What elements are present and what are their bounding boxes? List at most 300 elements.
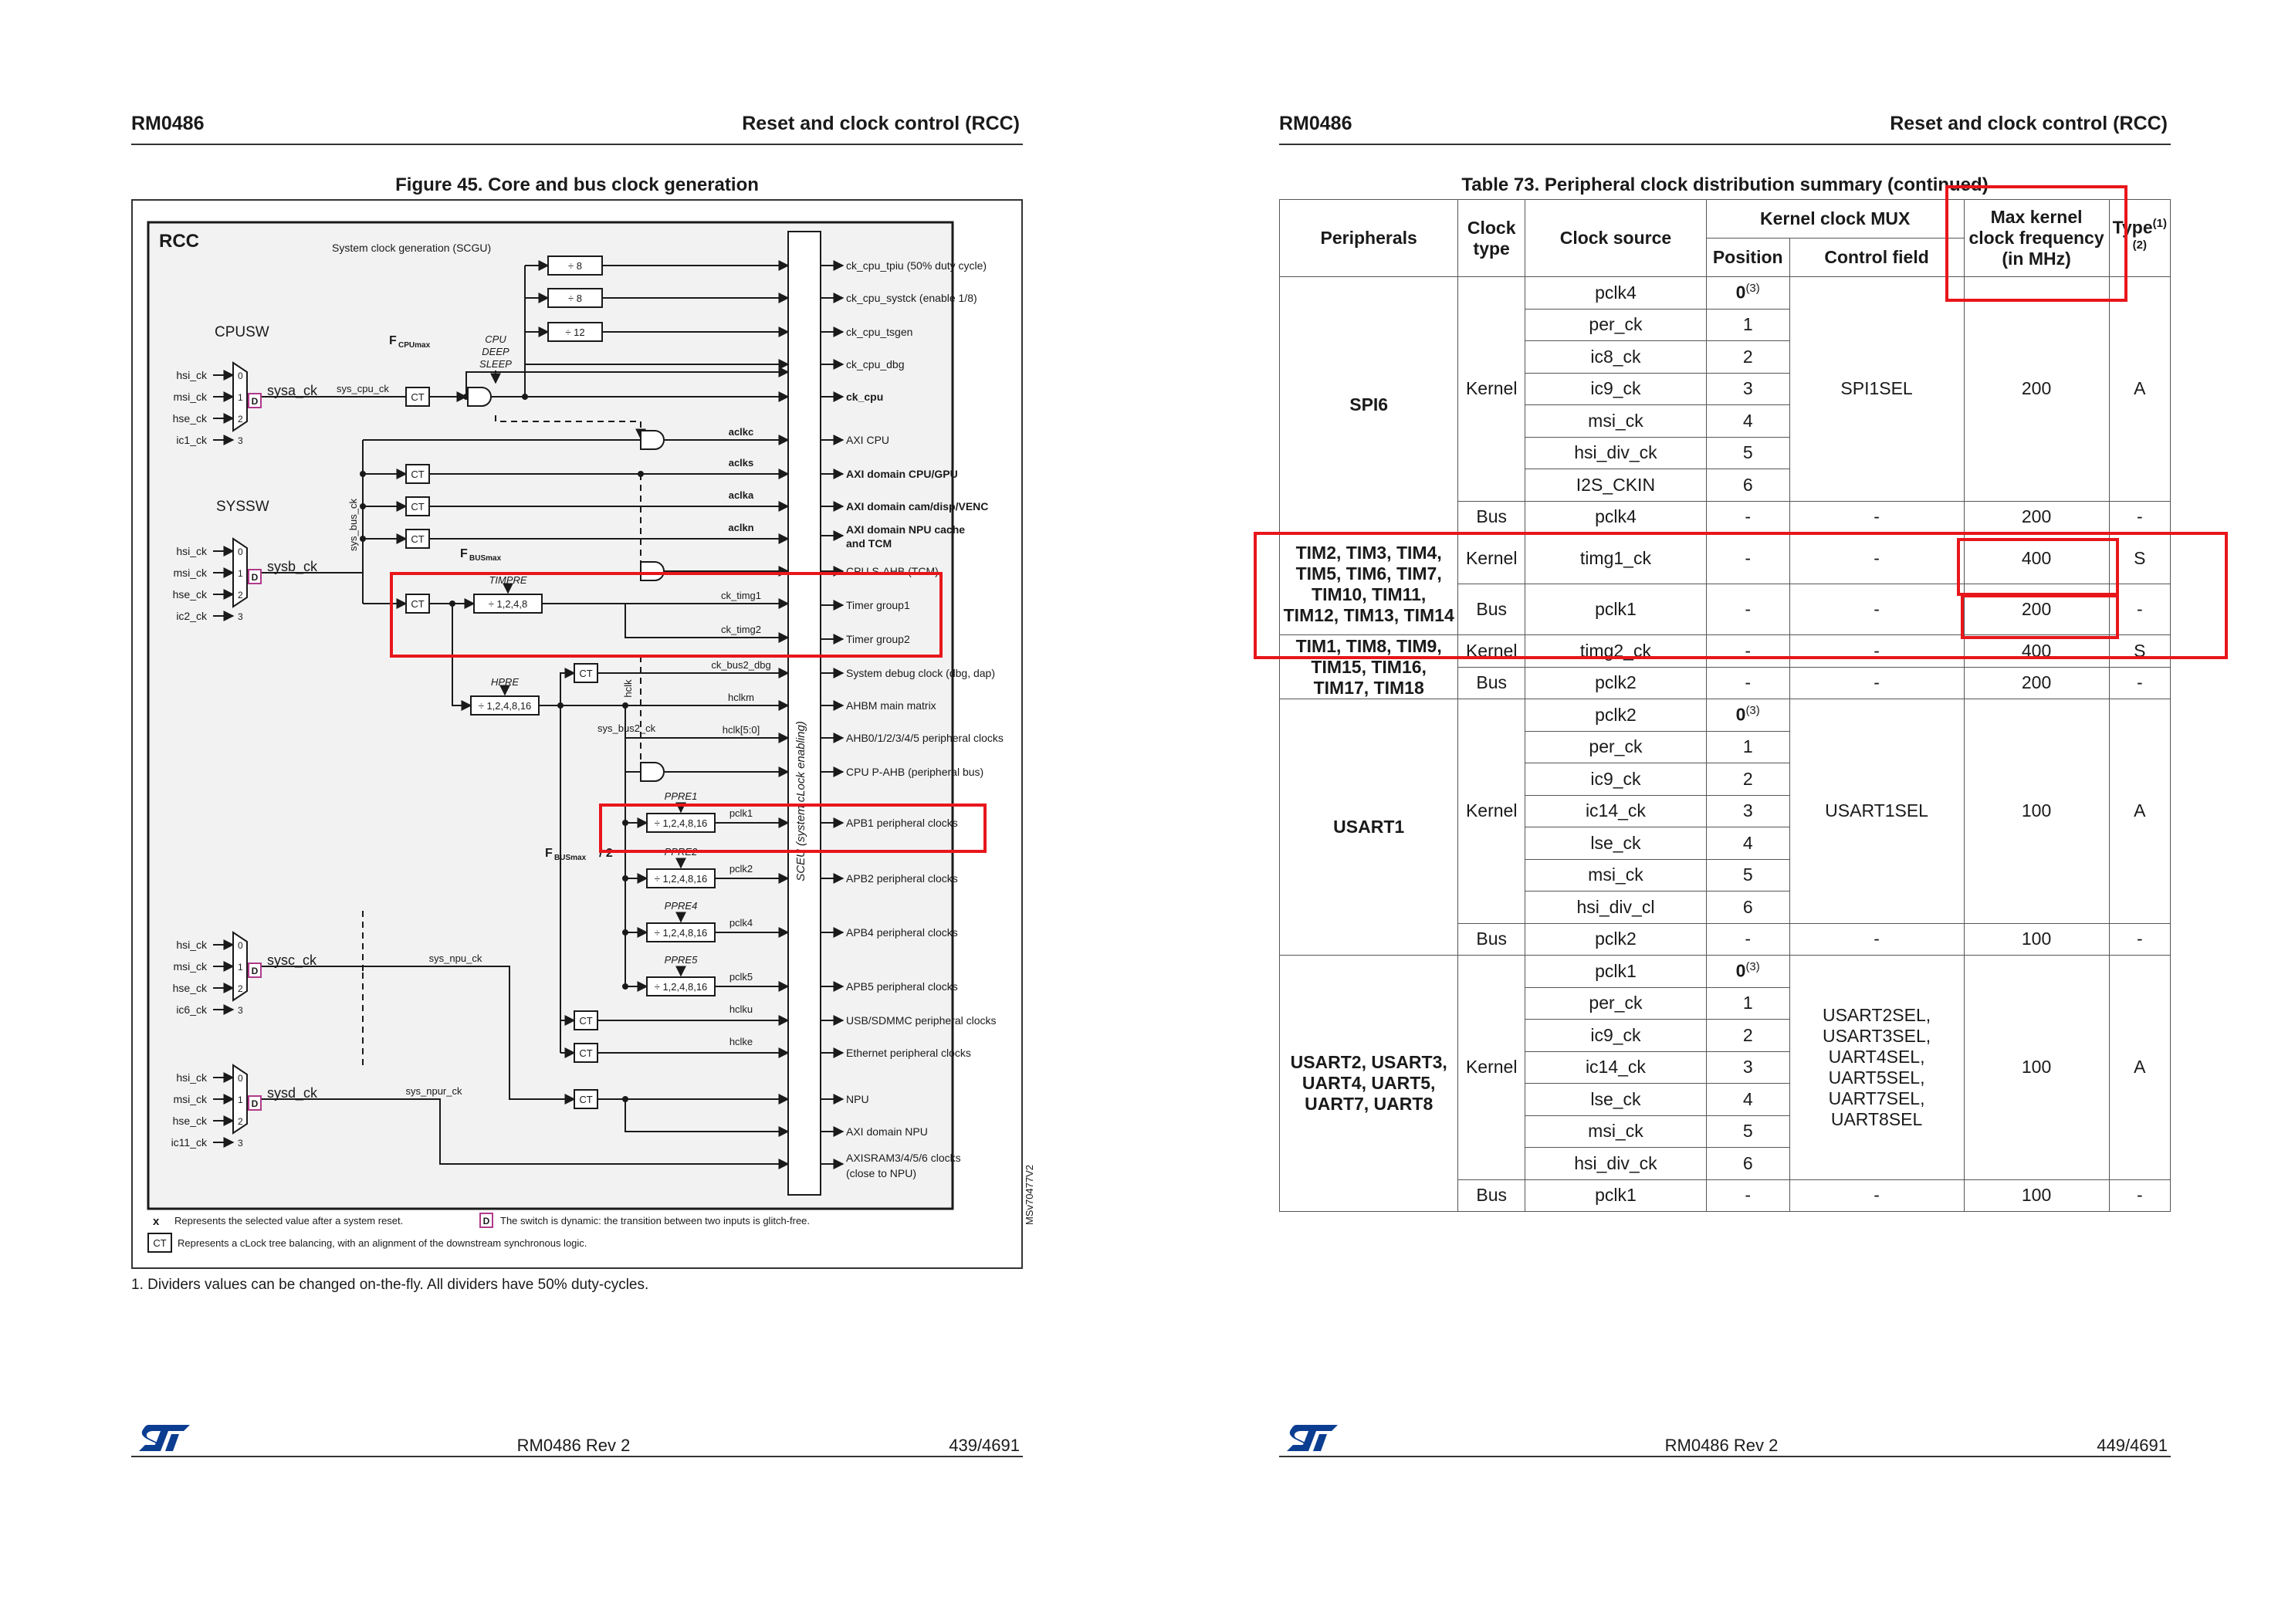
control-field: USART2SEL, USART3SEL, UART4SEL, UART5SEL, UART7SEL, UART8SEL (1789, 956, 1964, 1180)
legend-d-symbol: D (482, 1216, 490, 1226)
mux-position (1706, 469, 1789, 502)
mux-position (1706, 309, 1789, 341)
clock-diagram (131, 199, 1035, 1269)
clock-gate-icon (641, 763, 664, 781)
mux-position-value: 6 (1742, 1152, 1753, 1173)
ct-hclk-label: CT (579, 1015, 593, 1027)
mux-position (1706, 1084, 1789, 1116)
output-label: AXI CPU (846, 434, 890, 446)
ct-dbg-label: CT (579, 668, 593, 679)
clock-source: msi_ck (1525, 405, 1707, 438)
mux-input-label: hse_ck (172, 982, 207, 994)
legend-x-text: Represents the selected value after a system reset. (174, 1215, 404, 1226)
output-label: ck_cpu (846, 391, 884, 403)
ct-cpu-label: CT (411, 391, 425, 403)
right-page (1148, 0, 2295, 1624)
col-max-freq: Max kernel clock frequency (in MHz) (1964, 200, 2109, 277)
highlight-timer-groups (390, 572, 943, 658)
mux-input-number: 2 (238, 590, 243, 601)
div-ppre1-label: ÷ 1,2,4,8,16 (654, 817, 708, 829)
bus-ptype: - (2109, 584, 2170, 635)
peripheral-clock-table (1279, 199, 2171, 1212)
div-systck-label: ÷ 8 (568, 293, 582, 304)
bus-position: - (1706, 1179, 1789, 1212)
output-label: ck_cpu_systck (enable 1/8) (846, 292, 977, 304)
output-label: ck_cpu_dbg (846, 358, 905, 370)
mux-position (1706, 859, 1789, 892)
ppre5-label: PPRE5 (664, 954, 698, 966)
rcc-block (148, 222, 953, 1209)
mux-input-label: hsi_ck (176, 1071, 207, 1084)
sysb-label: sysb_ck (267, 559, 318, 574)
mux-position-value: 2 (1742, 346, 1753, 367)
bus-ptype: - (2109, 501, 2170, 533)
junction-dot (622, 983, 628, 990)
output-label: APB1 peripheral clocks (846, 817, 958, 829)
pclk-label: pclk1 (729, 807, 753, 819)
junction-dot (622, 875, 628, 881)
bus-source: pclk1 (1525, 1179, 1707, 1212)
aclk-label: aclks (728, 457, 754, 469)
bus-type: Bus (1458, 667, 1525, 699)
mux-position-value: 3 (1742, 378, 1753, 399)
junction-dot (360, 536, 366, 542)
clock-source: ic14_ck (1525, 1051, 1707, 1084)
f-bus2-tail: / 2 (599, 847, 613, 860)
clock-source: lse_ck (1525, 827, 1707, 860)
f-bus-label: F (460, 547, 468, 560)
dynamic-switch-label: D (251, 1098, 259, 1109)
aclk-label: aclkn (728, 522, 754, 533)
bus-source: pclk1 (1525, 584, 1707, 635)
section-title: Reset and clock control (RCC) (742, 113, 1020, 134)
doc-id: RM0486 (1279, 113, 1352, 134)
output-label: ck_cpu_tsgen (846, 326, 913, 338)
output-label: CPU P-AHB (peripheral bus) (846, 766, 984, 778)
hclk-bus-label: hclk[5:0] (722, 724, 760, 736)
output-label: and TCM (846, 537, 892, 550)
mux-position-value: 3 (1742, 800, 1753, 821)
output-label: Ethernet peripheral clocks (846, 1047, 971, 1059)
mux-position-value: 2 (1742, 1024, 1753, 1045)
bus-control: - (1789, 584, 1964, 635)
junction-dot (622, 1096, 628, 1102)
bus-ptype: - (2109, 667, 2170, 699)
output-label: System debug clock (dbg, dap) (846, 667, 995, 679)
bus-position: - (1706, 501, 1789, 533)
mux-input-number: 1 (238, 962, 243, 973)
sceu-bar (788, 232, 821, 1195)
div-hpre-label: ÷ 1,2,4,8,16 (478, 700, 532, 712)
clock-source: pclk4 (1525, 277, 1707, 310)
mux-input-label: hse_ck (172, 1115, 207, 1127)
highlight-max-freq-header (1945, 185, 2127, 302)
mux-position-value: 1 (1742, 314, 1753, 335)
left-page (0, 0, 1147, 1624)
clock-source: per_ck (1525, 731, 1707, 763)
clock-source: pclk1 (1525, 956, 1707, 988)
clock-source: timg2_ck (1525, 635, 1707, 668)
footnote-mark: (3) (1745, 960, 1760, 974)
div-ppre2-label: ÷ 1,2,4,8,16 (654, 873, 708, 885)
mux-input-number: 1 (238, 392, 243, 403)
deep-sleep-label: SLEEP (479, 358, 512, 370)
mux-position-value: 4 (1742, 832, 1753, 853)
output-label: AXISRAM3/4/5/6 clocks (846, 1152, 961, 1164)
mux-input-label: msi_ck (173, 960, 207, 973)
dynamic-switch-label: D (251, 396, 259, 407)
bus-freq: 200 (1964, 501, 2109, 533)
mux-input-number: 3 (238, 1005, 243, 1016)
mux-input-label: hsi_ck (176, 369, 207, 381)
highlight-freq-200 (1961, 594, 2119, 639)
mux-position (1706, 277, 1789, 310)
mux-position-value: 0 (1735, 961, 1746, 982)
periph-type: A (2109, 699, 2170, 924)
bus-position: - (1706, 584, 1789, 635)
f-bus-sub: BUSmax (469, 554, 502, 563)
ppre2-label: PPRE2 (664, 846, 698, 858)
mux-input-label: ic2_ck (176, 610, 207, 622)
div-tsgen-label: ÷ 12 (565, 326, 585, 338)
timg1-label: ck_timg1 (720, 590, 762, 601)
bus-type: Bus (1458, 923, 1525, 956)
mux-position-value: 5 (1742, 864, 1753, 885)
junction-dot (622, 702, 628, 709)
ppre1-label: PPRE1 (664, 790, 698, 802)
bus-source: pclk2 (1525, 923, 1707, 956)
bus-freq: 100 (1964, 1179, 2109, 1212)
output-label: ck_cpu_tpiu (50% duty cycle) (846, 259, 987, 272)
output-label: AXI domain cam/disp/VENC (846, 500, 989, 513)
bus-ptype: - (2109, 923, 2170, 956)
f-cpu-label: F (389, 334, 397, 347)
bus-ptype: - (2109, 1179, 2170, 1212)
sys-bus-label: sys_bus_ck (347, 499, 359, 551)
mux-position-value: 4 (1742, 1088, 1753, 1109)
clock-source: per_ck (1525, 309, 1707, 341)
mux-input-label: hsi_ck (176, 939, 207, 951)
mux-input-label: hse_ck (172, 588, 207, 601)
col-clock-source: Clock source (1525, 200, 1707, 277)
mux-input-number: 0 (238, 1073, 243, 1084)
highlight-apb1 (599, 804, 987, 853)
mux-position (1706, 699, 1789, 732)
max-freq: 400 (1964, 533, 2109, 584)
div-timpre-label: ÷ 1,2,4,8 (488, 598, 528, 610)
output-label: AHBM main matrix (846, 699, 936, 712)
control-field: USART1SEL (1789, 699, 1964, 924)
periph-type: A (2109, 956, 2170, 1180)
timpre-label: TIMPRE (489, 574, 527, 586)
ct-npu-label: CT (579, 1094, 593, 1105)
mux-position (1706, 892, 1789, 924)
mux-position-value: 1 (1742, 993, 1753, 1013)
mux-input-label: hsi_ck (176, 545, 207, 557)
mux-position (1706, 827, 1789, 860)
hpre-label: HPRE (490, 676, 520, 688)
peripheral-name: TIM2, TIM3, TIM4, TIM5, TIM6, TIM7, TIM10, TIM11, TIM12, TIM13, TIM14 (1280, 533, 1458, 635)
sys-cpu-label: sys_cpu_ck (337, 383, 389, 394)
peripheral-name: SPI6 (1280, 277, 1458, 533)
output-label: AXI domain CPU/GPU (846, 468, 958, 480)
junction-dot (622, 929, 628, 935)
col-position: Position (1706, 239, 1789, 277)
div-ppre5-label: ÷ 1,2,4,8,16 (654, 981, 708, 993)
bus-control: - (1789, 923, 1964, 956)
clock-type-kernel: Kernel (1458, 277, 1525, 502)
clock-source: hsi_div_ck (1525, 437, 1707, 469)
mux-position (1706, 795, 1789, 827)
clock-source: hsi_div_ck (1525, 1148, 1707, 1180)
footer-revision: RM0486 Rev 2 (1664, 1436, 1779, 1455)
footer-revision: RM0486 Rev 2 (516, 1436, 631, 1455)
mux-input-number: 0 (238, 370, 243, 381)
clock-source: ic14_ck (1525, 795, 1707, 827)
legend-ct-text: Represents a cLock tree balancing, with an alignment of the downstream synchronous logic. (178, 1237, 587, 1249)
mux-position-value: 5 (1742, 1121, 1753, 1142)
bus-control: - (1789, 667, 1964, 699)
aclk-label: aclka (728, 489, 754, 501)
ct-aclk-label: CT (411, 533, 425, 545)
hclk-out-label: hclku (729, 1003, 753, 1015)
mux-input-label: msi_ck (173, 567, 207, 579)
mux-input-number: 2 (238, 414, 243, 425)
sysa-label: sysa_ck (267, 383, 318, 398)
output-label: APB2 peripheral clocks (846, 872, 958, 885)
col-clock-type: Clock type (1458, 200, 1525, 277)
bus-type: Bus (1458, 1179, 1525, 1212)
mux-position: - (1706, 635, 1789, 668)
junction-dot (638, 471, 644, 477)
hclk-out-label: hclke (729, 1036, 753, 1047)
f-bus2-label: F (545, 847, 553, 860)
sceu-label: SCEU (system cLock enabling) (794, 721, 807, 881)
clock-source: hsi_div_cl (1525, 892, 1707, 924)
rcc-title: RCC (159, 231, 199, 252)
mux-position-value: 6 (1742, 896, 1753, 917)
bus-type: Bus (1458, 501, 1525, 533)
mux-input-label: ic1_ck (176, 434, 207, 446)
mux-position-value: 1 (1742, 736, 1753, 757)
mux-input-number: 1 (238, 1095, 243, 1105)
header-rule (1279, 144, 2171, 145)
div-tpiu-label: ÷ 8 (568, 260, 582, 272)
col-type-footnote: (1)(2) (2132, 216, 2167, 252)
table-title: Table 73. Peripheral clock distribution summary (continued) (1461, 174, 1989, 195)
deep-sleep-label: DEEP (482, 346, 509, 357)
mux-input-number: 3 (238, 1138, 243, 1149)
bus-position: - (1706, 923, 1789, 956)
legend-ct-label: CT (153, 1237, 167, 1249)
mux-position (1706, 341, 1789, 374)
mux-position: - (1706, 533, 1789, 584)
output-label: USB/SDMMC peripheral clocks (846, 1014, 997, 1027)
sys-npu-label: sys_npu_ck (428, 952, 482, 964)
clock-type-kernel: Kernel (1458, 699, 1525, 924)
section-title: Reset and clock control (RCC) (1890, 113, 2168, 134)
col-kernel-mux: Kernel clock MUX (1706, 200, 1964, 239)
header-rule (131, 144, 1023, 145)
junction-dot (360, 503, 366, 509)
control-field: - (1789, 533, 1964, 584)
legend-x-symbol: x (153, 1215, 160, 1228)
footer-rule (1279, 1456, 2171, 1457)
mux-position (1706, 731, 1789, 763)
output-label: CPU S-AHB (TCM) (846, 565, 939, 577)
hclkm-label: hclkm (728, 692, 754, 703)
figure-note: 1. Dividers values can be changed on-the-fly. All dividers have 50% duty-cycles. (131, 1277, 649, 1293)
ppre4-label: PPRE4 (664, 900, 698, 912)
syssw-label: SYSSW (216, 499, 269, 515)
clock-type-kernel: Kernel (1458, 635, 1525, 668)
mux-position-value: 3 (1742, 1057, 1753, 1078)
timg2-label: ck_timg2 (720, 624, 762, 635)
max-freq: 100 (1964, 699, 2109, 924)
sysd-label: sysd_ck (267, 1085, 318, 1101)
mux-position (1706, 437, 1789, 469)
bus-control: - (1789, 1179, 1964, 1212)
clock-source: timg1_ck (1525, 533, 1707, 584)
clock-source: I2S_CKIN (1525, 469, 1707, 502)
output-label: AHB0/1/2/3/4/5 peripheral clocks (846, 732, 1004, 744)
max-freq: 200 (1964, 277, 2109, 502)
mux-position (1706, 1148, 1789, 1180)
ct-hclk-label: CT (579, 1047, 593, 1059)
output-label: AXI domain NPU (846, 1125, 928, 1138)
mux-position (1706, 763, 1789, 796)
max-freq: 100 (1964, 956, 2109, 1180)
mux-position-value: 6 (1742, 474, 1753, 495)
mux-input-number: 1 (238, 568, 243, 579)
clock-type-kernel: Kernel (1458, 533, 1525, 584)
clock-source: pclk2 (1525, 699, 1707, 732)
doc-id: RM0486 (131, 113, 205, 134)
bus-control: - (1789, 501, 1964, 533)
dynamic-switch-label: D (251, 572, 259, 583)
max-freq: 400 (1964, 635, 2109, 668)
bus-freq: 200 (1964, 584, 2109, 635)
output-label: (close to NPU) (846, 1167, 917, 1179)
clock-source: lse_ck (1525, 1084, 1707, 1116)
control-field: - (1789, 635, 1964, 668)
ct-aclk-label: CT (411, 469, 425, 480)
sys-bus2-label: sys_bus2_ck (597, 722, 656, 734)
footer-page-number: 449/4691 (2097, 1436, 2168, 1455)
clock-source: ic9_ck (1525, 373, 1707, 405)
mux-input-number: 0 (238, 940, 243, 951)
col-type-label: Type (2112, 217, 2153, 238)
mux-position (1706, 1051, 1789, 1084)
mux-input-label: msi_ck (173, 391, 207, 403)
mux-position (1706, 373, 1789, 405)
footnote-mark: (3) (1745, 704, 1760, 718)
mux-position (1706, 1115, 1789, 1148)
f-cpu-sub: CPUmax (398, 341, 431, 350)
mux-position-value: 0 (1735, 705, 1746, 726)
clock-source: per_ck (1525, 987, 1707, 1020)
div-ppre4-label: ÷ 1,2,4,8,16 (654, 927, 708, 939)
peripheral-name: USART2, USART3, UART4, UART5, UART7, UART8 (1280, 956, 1458, 1212)
output-label: AXI domain NPU cache (846, 523, 966, 536)
clock-source: ic9_ck (1525, 763, 1707, 796)
scgu-label: System clock generation (SCGU) (332, 242, 492, 254)
ct-aclk-label: CT (411, 501, 425, 513)
footer-rule (131, 1456, 1023, 1457)
mux-input-number: 2 (238, 1116, 243, 1127)
mux-input-number: 2 (238, 983, 243, 994)
peripheral-name: TIM1, TIM8, TIM9, TIM15, TIM16, TIM17, TIM18 (1280, 635, 1458, 699)
mux-input-label: ic11_ck (171, 1136, 207, 1149)
highlight-freq-400 (1957, 538, 2119, 596)
legend-d-text: The switch is dynamic: the transition between two inputs is glitch-free. (500, 1215, 811, 1226)
periph-type: A (2109, 277, 2170, 502)
clock-gate-icon (468, 387, 491, 406)
deep-sleep-label: CPU (485, 333, 506, 345)
clock-source: ic9_ck (1525, 1020, 1707, 1052)
mux-input-label: msi_ck (173, 1093, 207, 1105)
mux-input-label: ic6_ck (176, 1003, 207, 1016)
col-control-field: Control field (1789, 239, 1964, 277)
mux-position-value: 5 (1742, 442, 1753, 463)
mux-input-label: hse_ck (172, 412, 207, 425)
peripheral-name: USART1 (1280, 699, 1458, 956)
junction-dot (557, 702, 564, 709)
table-row (1280, 956, 2171, 988)
mux-position-value: 2 (1742, 768, 1753, 789)
clock-gate-icon (641, 431, 664, 449)
dbg-label: ck_bus2_dbg (711, 659, 771, 671)
output-label: Timer group1 (846, 599, 910, 611)
mux-input-number: 3 (238, 611, 243, 622)
ct-timer-label: CT (411, 598, 425, 610)
bus-position: - (1706, 667, 1789, 699)
mux-position (1706, 1020, 1789, 1052)
bus-source: pclk4 (1525, 501, 1707, 533)
control-field: SPI1SEL (1789, 277, 1964, 502)
pclk-label: pclk4 (729, 917, 753, 929)
bus-source: pclk2 (1525, 667, 1707, 699)
output-label: Timer group2 (846, 633, 910, 645)
mux-position-value: 4 (1742, 410, 1753, 431)
table-row (1280, 699, 2171, 732)
output-label: APB4 peripheral clocks (846, 926, 958, 939)
sysc-label: sysc_ck (267, 952, 317, 968)
mux-input-number: 0 (238, 546, 243, 557)
output-label: NPU (846, 1093, 869, 1105)
figure-title: Figure 45. Core and bus clock generation (395, 174, 759, 195)
cpusw-label: CPUSW (215, 324, 269, 340)
bus-freq: 100 (1964, 923, 2109, 956)
dynamic-switch-label: D (251, 966, 259, 976)
aclkc-label: aclkc (728, 426, 754, 438)
junction-dot (522, 394, 528, 400)
mux-position-value: 0 (1735, 283, 1746, 303)
clock-source: msi_ck (1525, 1115, 1707, 1148)
col-peripherals: Peripherals (1280, 200, 1458, 277)
f-bus2-sub: BUSmax (554, 854, 587, 862)
periph-type: S (2109, 533, 2170, 584)
mux-position (1706, 987, 1789, 1020)
mux-position (1706, 956, 1789, 988)
bus-freq: 200 (1964, 667, 2109, 699)
figure-ref: MSv70477V2 (1024, 1164, 1035, 1226)
sys-npur-label: sys_npur_ck (405, 1085, 462, 1097)
mux-input-number: 3 (238, 435, 243, 446)
mux-position (1706, 405, 1789, 438)
hclk-v-label: hclk (622, 679, 634, 698)
junction-dot (360, 471, 366, 477)
